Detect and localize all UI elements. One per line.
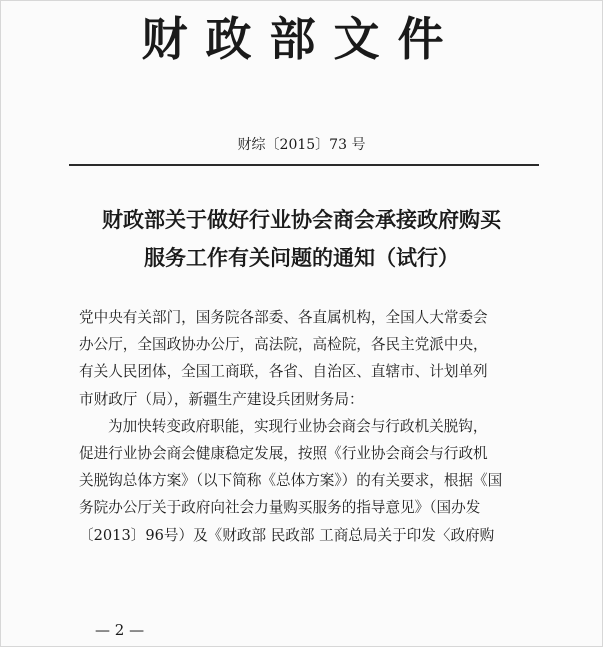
document-number: 财综〔2015〕73 号 [237, 137, 366, 153]
body-line: 为加快转变政府职能，实现行业协会商会与行政机关脱钩， [108, 417, 488, 435]
body-line: 关脱钩总体方案》（以下简称《总体方案》）的有关要求，根据《国 [79, 472, 503, 490]
body-line: 市财政厅（局），新疆生产建设兵团财务局： [79, 390, 364, 408]
body-line: 务院办公厅关于政府向社会力量购买服务的指导意见》（国办发 [79, 499, 481, 517]
body-line: 促进行业协会商会健康稳定发展，按照《行业协会商会与行政机 [79, 445, 488, 463]
page-number: — 2 — [95, 621, 145, 639]
body-line: 办公厅，全国政协办公厅，高法院，高检院，各民主党派中央， [79, 336, 488, 354]
body-line: 〔2013〕96号）及《财政部 民政部 工商总局关于印发〈政府购 [79, 526, 495, 544]
body-line: 党中央有关部门，国务院各部委、各直属机构，全国人大常委会 [79, 309, 488, 326]
document-header-title: 财政部文件 [141, 12, 462, 66]
notice-title-line-2: 服务工作有关问题的通知（试行） [144, 245, 459, 270]
body-line: 有关人民团体，全国工商联，各省、自治区、直辖市、计划单列 [79, 363, 488, 381]
notice-title [1, 201, 602, 277]
notice-body [79, 304, 547, 549]
header-divider [69, 164, 539, 166]
notice-title-line-1: 财政部关于做好行业协会商会承接政府购买 [102, 207, 501, 232]
